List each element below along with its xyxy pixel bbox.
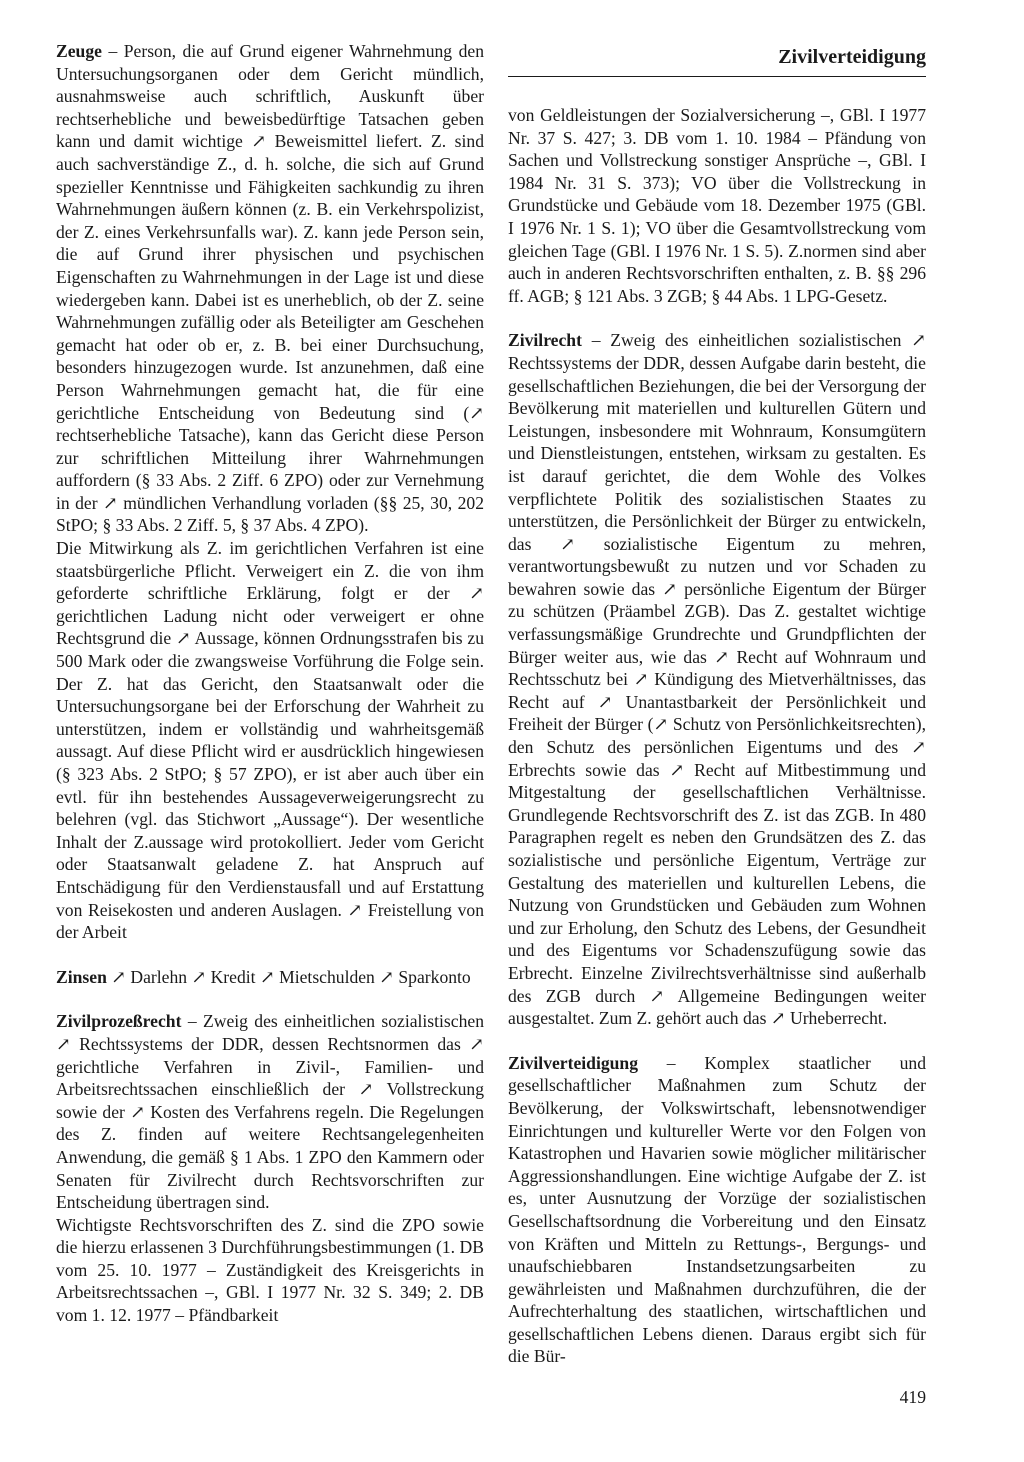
entry-text: – Person, die auf Grund eigener Wahrnehmung den Untersuchungsorganen oder dem Gericht mündlich, ausnahmsweise auch schriftlich, Auskunft über rechtserhebliche und beweisbedürftige Tatsachen geben kann und damit wichtige ↗ Beweismittel liefert. Z. sind auch sachverständige Z., d. h. solche, die sich auf Grund spezieller Kenntnisse und Fähigkeiten sachkundig zu ihren Wahrnehmungen äußern können (z. B. ein Verkehrspolizist, der Z. eines Verkehrsunfalls war). Z. kann jede Person sein, die auf Grund ihrer physischen und psychischen Eigenschaften zu Wahrnehmungen in der Lage ist und diese wiedergeben kann. Dabei ist es unerheblich, ob der Z. seine Wahrnehmungen zufällig oder als Beteiligter am Geschehen gemacht hat oder ob er, z. B. bei einer Durchsuchung, besonders hinzugezogen wurde. Ist anzunehmen, daß eine Person Wahrnehmungen gemacht hat, die für eine gerichtliche Entscheidung von Bedeutung sind (↗ rechtserhebliche Tatsache), kann das Gericht diese Person zur schriftlichen Mitteilung ihrer Wahrnehmungen auffordern (§ 33 Abs. 2 Ziff. 6 ZPO) oder zur Vernehmung in der ↗ mündlichen Verhandlung vorladen (§§ 25, 30, 202 StPO; § 33 Abs. 2 Ziff. 5, § 37 Abs. 4 ZPO). [56, 41, 484, 536]
right-column [508, 104, 926, 1368]
entry-zinsen [56, 966, 484, 989]
entry-paragraph: Die Mitwirkung als Z. im gerichtlichen Verfahren ist eine staatsbürgerliche Pflicht. Verweigert ein Z. die von ihm geforderte schriftliche Erklärung, folgt er der ↗ gerichtlichen Ladung nicht oder verweigert er ohne Rechtsgrund die ↗ Aussage, können Ordnungsstrafen bis zu 500 Mark oder die zwangsweise Vorführung die Folge sein. Der Z. hat das Gericht, den Staatsanwalt oder die Untersuchungsorgane bei der Erforschung der Wahrheit zu unterstützen, indem er vollständig und wahrheitsgemäß aussagt. Auf diese Pflicht wird er ausdrücklich hingewiesen (§ 323 Abs. 2 StPO; § 57 ZPO), er ist aber auch über ein evtl. für ihn bestehendes Aussageverweigerungsrecht zu belehren (vgl. das Stichwort „Aussage“). Der wesentliche Inhalt der Z.aussage wird protokolliert. Jeder vom Gericht oder Staatsanwalt geladene Z. hat Anspruch auf Entschädigung für den Verdienstausfall und auf Erstattung von Reisekosten und anderen Auslagen. ↗ Freistellung von der Arbeit [56, 538, 484, 943]
entry-zivilrecht [508, 329, 926, 1029]
entry-spacer [56, 944, 484, 966]
entry-zivilprozessrecht [56, 1010, 484, 1326]
entry-term: Zivilverteidigung [508, 1052, 639, 1073]
entry-zivilverteidigung [508, 1052, 926, 1368]
entry-text: – Zweig des einheitlichen sozialistischen ↗ Rechtssystems der DDR, dessen Rechtsnormen das ↗ gerichtliche Verfahren in Zivil-, Familien- und Arbeitsrechtssachen einschließlich der ↗ Vollstreckung sowie der ↗ Kosten des Verfahrens regeln. Die Regelungen des Z. finden auf weitere Rechtsangelegenheiten Anwendung, die gemäß § 1 Abs. 1 ZPO den Kammern oder Senaten für Zivilrecht durch Rechtsvorschriften zur Entscheidung übertragen sind. [56, 1011, 484, 1213]
entry-paragraph [56, 1010, 484, 1213]
page-number: 419 [899, 1387, 926, 1407]
entry-term: Zeuge [56, 41, 102, 61]
left-column [56, 40, 484, 1327]
running-head: Zivilverteidigung [778, 46, 926, 68]
entry-zeuge [56, 40, 484, 944]
header-rule [508, 76, 926, 77]
entry-zivilprozessrecht-continued [508, 104, 926, 307]
entry-term: Zinsen [56, 966, 107, 987]
entry-term: Zivilrecht [508, 330, 582, 351]
entry-spacer [56, 988, 484, 1010]
entry-text: – Komplex staatlicher und gesellschaftlicher Maßnahmen zum Schutz der Bevölkerung, der Volkswirtschaft, lebensnotwendiger Einrichtungen und kultureller Werte vor den Folgen von Katastrophen und Havarien sowie möglicher militärischer Aggressionshandlungen. Eine wichtige Aufgabe der Z. ist es, unter Ausnutzung der Vorzüge der sozialistischen Gesellschaftsordnung die Vorbereitung und den Einsatz von Kräften und Mitteln zu Rettungs-, Bergungs- und unaufschiebbaren Instandsetzungsarbeiten zu gewährleisten und Maßnahmen durchzuführen, die der Aufrechterhaltung des staatlichen, wirtschaftlichen und gesellschaftlichen Lebens dienen. Daraus ergibt sich für die Bür- [508, 1052, 926, 1367]
entry-text: ↗ Darlehn ↗ Kredit ↗ Mietschulden ↗ Sparkonto [106, 966, 471, 987]
entry-paragraph [508, 329, 926, 1029]
entry-paragraph [56, 966, 484, 989]
entry-paragraph [508, 1052, 926, 1368]
entry-term: Zivilprozeßrecht [56, 1011, 182, 1032]
entry-spacer [508, 307, 926, 329]
entry-paragraph: von Geldleistungen der Sozialversicherung –, GBl. I 1977 Nr. 37 S. 427; 3. DB vom 1. 10. 1984 – Pfändung von Sachen und Vollstreckung sonstiger Ansprüche –, GBl. I 1984 Nr. 31 S. 373); VO über die Vollstreckung in Grundstücke und Gebäude vom 18. Dezember 1975 (GBl. I 1976 Nr. 1 S. 1); VO über die Gesamtvollstreckung vom gleichen Tage (GBl. I 1976 Nr. 1 S. 5). Z.normen sind aber auch in anderen Rechtsvorschriften enthalten, z. B. §§ 296 ff. AGB; § 121 Abs. 3 ZGB; § 44 Abs. 1 LPG-Gesetz. [508, 105, 926, 306]
entry-spacer [508, 1030, 926, 1052]
entry-paragraph: Wichtigste Rechtsvorschriften des Z. sind die ZPO sowie die hierzu erlassenen 3 Durchführungsbestimmungen (1. DB vom 25. 10. 1977 – Zuständigkeit des Kreisgerichts in Arbeitsrechtssachen –, GBl. I 1977 Nr. 32 S. 349; 2. DB vom 1. 12. 1977 – Pfändbarkeit [56, 1214, 484, 1326]
entry-text: – Zweig des einheitlichen sozialistischen ↗ Rechtssystems der DDR, dessen Aufgabe darin besteht, die gesellschaftlichen Beziehungen, die bei der Versorgung der Bevölkerung mit materiellen und kulturellen Gütern und Leistungen, insbesondere mit Wohnraum, Konsumgütern und Dienstleistungen, entstehen, wirksam zu gestalten. Es ist darauf gerichtet, die dem Wohle des Volkes verpflichtete Politik des sozialistischen Staates zu unterstützen, die Persönlichkeit der Bürger zu entwickeln, das ↗ sozialistische Eigentum zu mehren, verantwortungsbewußt zu nutzen und vor Schaden zu bewahren sowie das ↗ persönliche Eigentum der Bürger zu schützen (Präambel ZGB). Das Z. gestaltet wichtige verfassungsmäßige Grundrechte und Grundpflichten der Bürger weiter aus, wie das ↗ Recht auf Wohnraum und Rechtsschutz bei ↗ Kündigung des Mietverhältnisses, das Recht auf ↗ Unantastbarkeit der Persönlichkeit und Freiheit der Bürger (↗ Schutz von Persönlichkeitsrechten), den Schutz des persönlichen Eigentums und des ↗ Erbrechts sowie das ↗ Recht auf Mitbestimmung und Mitgestaltung der gesellschaftlichen Verhältnisse. Grundlegende Rechtsvorschrift des Z. ist das ZGB. In 480 Paragraphen regelt es neben den Grundsätzen des Z. das sozialistische und persönliche Eigentum, Verträge zur Gestaltung des materiellen und kulturellen Lebens, die Nutzung von Grundstücken und Gebäuden zum Wohnen und zur Erholung, den Schutz des Lebens, der Gesundheit und des Eigentums vor Schadenszufügung sowie das Erbrecht. Einzelne Zivilrechtsverhältnisse sind außerhalb des ZGB durch ↗ Allgemeine Bedingungen weiter ausgestaltet. Zum Z. gehört auch das ↗ Urheberrecht. [508, 330, 926, 1029]
entry-paragraph [56, 40, 484, 537]
